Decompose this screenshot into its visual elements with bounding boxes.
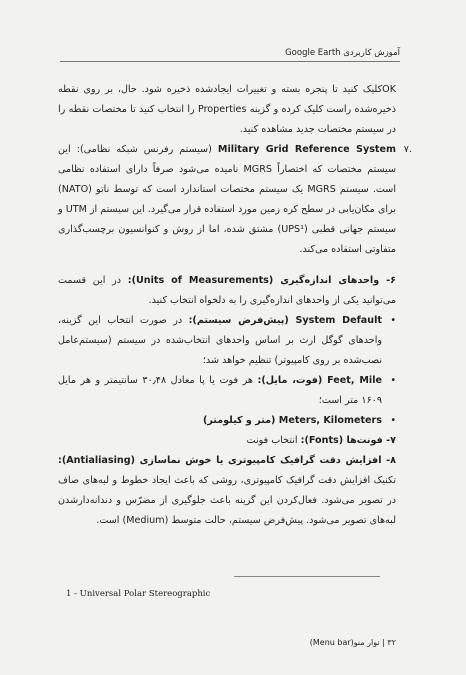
footnote-divider	[234, 576, 380, 577]
spacer	[58, 260, 396, 271]
bullet-3-heading: Meters, Kilometers (متر و کیلومتر)	[202, 415, 382, 426]
bullet-meters-kilometers	[58, 411, 396, 431]
item-6-units	[58, 271, 396, 311]
bullet-1-heading: System Default (پیش‌فرض سیستم):	[188, 315, 382, 326]
item-8-antialiasing	[58, 451, 396, 531]
page-number: ۳۲	[387, 638, 396, 647]
page-footer	[310, 638, 396, 647]
item-7-fonts	[58, 431, 396, 451]
item-7-term: Military Grid Reference System	[217, 144, 396, 155]
item-6-heading: ۶- واحدهای اندازه‌گیری (Units of Measurements):	[127, 275, 396, 286]
item-8-heading: ۸- افزایش دقت گرافیک کامپیوتری یا خوش نماسازی (Antialiasing):	[58, 455, 396, 466]
item-7-mgrs	[58, 140, 412, 260]
running-title: نوار منو(Menu bar)	[309, 638, 380, 647]
bullet-1-text: در صورت انتخاب این گزینه، واحدهای گوگل ارث بر اساس واحدهای انتخاب‌شده در سیستم (سیستم‌عامل نصب‌شده بر روی کامپیوتر) تنظیم خواهد شد؛	[58, 315, 382, 366]
footnote: 1 - Universal Polar Stereographic	[66, 589, 211, 599]
bullet-feet-mile	[58, 371, 396, 411]
item-7-text: (سیستم رفرنس شبکه نظامی): این سیستم مختصات که اختصاراً MGRS نامیده می‌شود صرفاً دارای استفاده نظامی است. سیستم MGRS یک سیستم مختصات استاندارد است که توسط ناتو (NATO) برای مکان‌یابی در سطح کره زمین مورد استفاده قرار می‌گیرد. این سیستم از UTM و سیستم جهانی قطبی (UPS¹) مشتق شده، اما از روش و کنوانسیون برچسب‌گذاری متفاوتی استفاده می‌کند.	[58, 144, 397, 255]
page-body	[58, 80, 412, 531]
book-title: آموزش کاربردی Google Earth	[285, 48, 400, 58]
bullet-2-text: هر فوت یا پا معادل ۳۰٫۴۸ سانتیمتر و هر مایل ۱۶۰۹ متر است؛	[58, 375, 382, 406]
footer-separator: |	[382, 638, 385, 647]
item-7-number: .۷	[403, 144, 412, 155]
item-6-text: در این قسمت می‌توانید یکی از واحدهای اندازه‌گیری را به دلخواه انتخاب کنید.	[58, 275, 396, 306]
paragraph-ok: OKکلیک کنید تا پنجره بسته و تغییرات ایجادشده ذخیره شود. حال، بر روی نقطه ذخیره‌شده راست کلیک کرده و گزینه Properties را انتخاب کنید تا مختصات نقطه را در سیستم مختصات جدید مشاهده کنید.	[58, 84, 396, 135]
item-7b-text: انتخاب فونت	[246, 435, 301, 446]
item-7b-heading: ۷- فونت‌ها (Fonts):	[300, 435, 396, 446]
item-8-text: تکنیک افزایش دقت گرافیک کامپیوتری، روشی که باعث ایجاد خطوط و لبه‌های صاف در تصویر می‌شود. فعال‌کردن این گزینه باعث جلوگیری از مضرّس و دندانه‌دارشدن لبه‌های تصویر می‌شود. پیش‌فرض سیستم، حالت متوسط (Medium) است.	[58, 475, 396, 526]
bullet-2-heading: Feet, Mile (فوت، مایل):	[257, 375, 382, 386]
bullet-system-default	[58, 311, 396, 371]
page-header	[60, 48, 400, 62]
